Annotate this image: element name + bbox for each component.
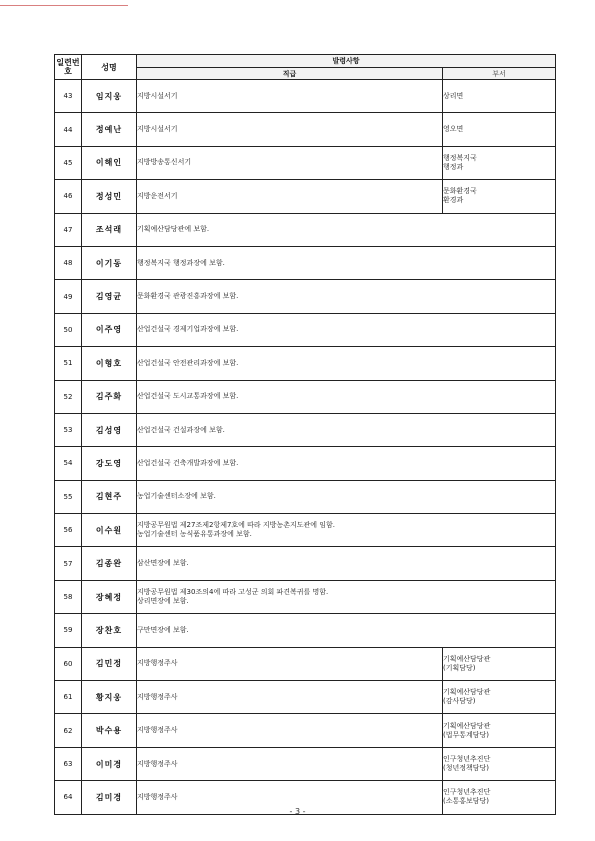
table-row (55, 614, 556, 647)
row-serial-number: 57 (55, 547, 82, 580)
note-line: 지방공무원법 제30조의4에 따라 고성군 의회 파견복귀를 명함. (137, 588, 329, 597)
row-serial-number: 51 (55, 347, 82, 380)
row-serial-number: 53 (55, 413, 82, 446)
row-note (137, 547, 556, 580)
table-row (55, 146, 556, 179)
row-department (443, 647, 556, 680)
table-row (55, 280, 556, 313)
note-line: 산업건설국 안전관리과장에 보함. (137, 358, 239, 367)
note-line: 상리면장에 보함. (137, 597, 189, 606)
row-serial-number: 54 (55, 447, 82, 480)
row-name: 이해인 (82, 146, 137, 179)
table-row (55, 681, 556, 714)
row-name: 장혜정 (82, 580, 137, 613)
department-line: (청년정책담당) (443, 764, 490, 772)
row-note (137, 280, 556, 313)
row-serial-number: 55 (55, 480, 82, 513)
row-name: 김종완 (82, 547, 137, 580)
header-position: 직급 (137, 68, 443, 80)
header-serial-number: 일련번호 (55, 55, 82, 80)
row-position: 지방시설서기 (137, 80, 443, 113)
row-name: 이기동 (82, 246, 137, 279)
table-row (55, 213, 556, 246)
row-name: 김성영 (82, 413, 137, 446)
row-position: 지방시설서기 (137, 113, 443, 146)
department-line: 기획예산담당관 (443, 721, 491, 730)
row-department (443, 681, 556, 714)
row-serial-number: 61 (55, 681, 82, 714)
table-row (55, 714, 556, 747)
row-department (443, 80, 556, 113)
row-name: 강도영 (82, 447, 137, 480)
table-row (55, 313, 556, 346)
row-name: 임지웅 (82, 80, 137, 113)
row-serial-number: 62 (55, 714, 82, 747)
table-row (55, 447, 556, 480)
note-line: 기획예산담당관에 보함. (137, 225, 210, 234)
department-line: 문화환경국 (443, 187, 477, 196)
row-serial-number: 60 (55, 647, 82, 680)
row-position: 지방행정주사 (137, 714, 443, 747)
row-serial-number: 48 (55, 246, 82, 279)
row-name: 김현주 (82, 480, 137, 513)
row-serial-number: 45 (55, 146, 82, 179)
row-position: 지방행정주사 (137, 781, 443, 814)
row-serial-number: 47 (55, 213, 82, 246)
row-serial-number: 59 (55, 614, 82, 647)
row-name: 이수원 (82, 514, 137, 547)
department-line: 인구청년추진단 (443, 755, 491, 763)
table-row (55, 480, 556, 513)
row-serial-number: 43 (55, 80, 82, 113)
row-note (137, 213, 556, 246)
row-serial-number: 46 (55, 180, 82, 213)
table-row (55, 80, 556, 113)
table-row (55, 413, 556, 446)
row-name: 장찬호 (82, 614, 137, 647)
top-accent-line (0, 5, 128, 6)
note-line: 행정복지국 행정과장에 보함. (137, 258, 225, 267)
row-note (137, 380, 556, 413)
note-line: 삼산면장에 보함. (137, 559, 189, 568)
row-serial-number: 49 (55, 280, 82, 313)
row-note (137, 246, 556, 279)
department-line: 인구청년추진단 (443, 788, 491, 797)
row-department (443, 714, 556, 747)
department-line: 기획예산담당관 (443, 688, 491, 697)
department-line: (소통홍보담당) (443, 797, 490, 806)
row-serial-number: 64 (55, 781, 82, 814)
row-department (443, 747, 556, 780)
row-note (137, 447, 556, 480)
row-department (443, 146, 556, 179)
personnel-table (54, 54, 556, 815)
department-line: (기획담당) (443, 663, 476, 672)
row-note (137, 347, 556, 380)
row-position: 지방행정주사 (137, 681, 443, 714)
header-issue: 발령사항 (137, 55, 556, 68)
row-name: 김영균 (82, 280, 137, 313)
note-line: 농업기술센터 농식품유통과장에 보함. (137, 530, 252, 539)
row-note (137, 580, 556, 613)
row-name: 박수용 (82, 714, 137, 747)
table-header (55, 55, 556, 80)
row-note (137, 413, 556, 446)
table-row (55, 647, 556, 680)
department-line: 행정과 (443, 162, 464, 171)
row-serial-number: 52 (55, 380, 82, 413)
row-note (137, 480, 556, 513)
note-line: 농업기술센터소장에 보함. (137, 492, 216, 501)
row-name: 정예난 (82, 113, 137, 146)
note-line: 산업건설국 건축개발과장에 보함. (137, 458, 239, 467)
row-position: 지방행정주사 (137, 647, 443, 680)
note-line: 산업건설국 경제기업과장에 보함. (137, 325, 239, 334)
row-serial-number: 44 (55, 113, 82, 146)
table-row (55, 113, 556, 146)
department-line: 상리면 (443, 91, 464, 100)
row-serial-number: 50 (55, 313, 82, 346)
row-serial-number: 63 (55, 747, 82, 780)
table-row (55, 380, 556, 413)
table-row (55, 747, 556, 780)
table-body (55, 80, 556, 815)
table-row (55, 347, 556, 380)
row-department (443, 113, 556, 146)
row-name: 조석래 (82, 213, 137, 246)
row-name: 김주화 (82, 380, 137, 413)
row-position: 지방방송통신서기 (137, 146, 443, 179)
table-row (55, 547, 556, 580)
note-line: 지방공무원법 제27조제2항제7호에 따라 지방농촌지도관에 임함. (137, 521, 335, 530)
row-note (137, 514, 556, 547)
row-name: 이미경 (82, 747, 137, 780)
row-name: 김민정 (82, 647, 137, 680)
note-line: 구만면장에 보함. (137, 625, 189, 634)
table-row (55, 514, 556, 547)
row-position: 지방행정주사 (137, 747, 443, 780)
department-line: (법무통계담당) (443, 730, 490, 739)
row-note (137, 313, 556, 346)
table-row (55, 580, 556, 613)
department-line: 행정복지국 (443, 153, 477, 162)
page-number: - 3 - (289, 807, 306, 816)
table-row (55, 246, 556, 279)
row-serial-number: 56 (55, 514, 82, 547)
department-line: 영오면 (443, 125, 464, 134)
row-name: 정성민 (82, 180, 137, 213)
row-note (137, 614, 556, 647)
department-line: (감사담당) (443, 697, 476, 706)
row-serial-number: 58 (55, 580, 82, 613)
row-name: 이주영 (82, 313, 137, 346)
row-position: 지방운전서기 (137, 180, 443, 213)
row-name: 이형호 (82, 347, 137, 380)
department-line: 기획예산담당관 (443, 654, 491, 663)
table-row (55, 180, 556, 213)
row-name: 황지웅 (82, 681, 137, 714)
note-line: 산업건설국 건설과장에 보함. (137, 425, 225, 434)
header-department: 부서 (443, 68, 556, 80)
department-line: 환경과 (443, 196, 464, 205)
header-name: 성명 (82, 55, 137, 80)
row-department (443, 180, 556, 213)
note-line: 문화환경국 관광진흥과장에 보함. (137, 292, 239, 301)
note-line: 산업건설국 도시교통과장에 보함. (137, 392, 239, 401)
row-name: 김미경 (82, 781, 137, 814)
